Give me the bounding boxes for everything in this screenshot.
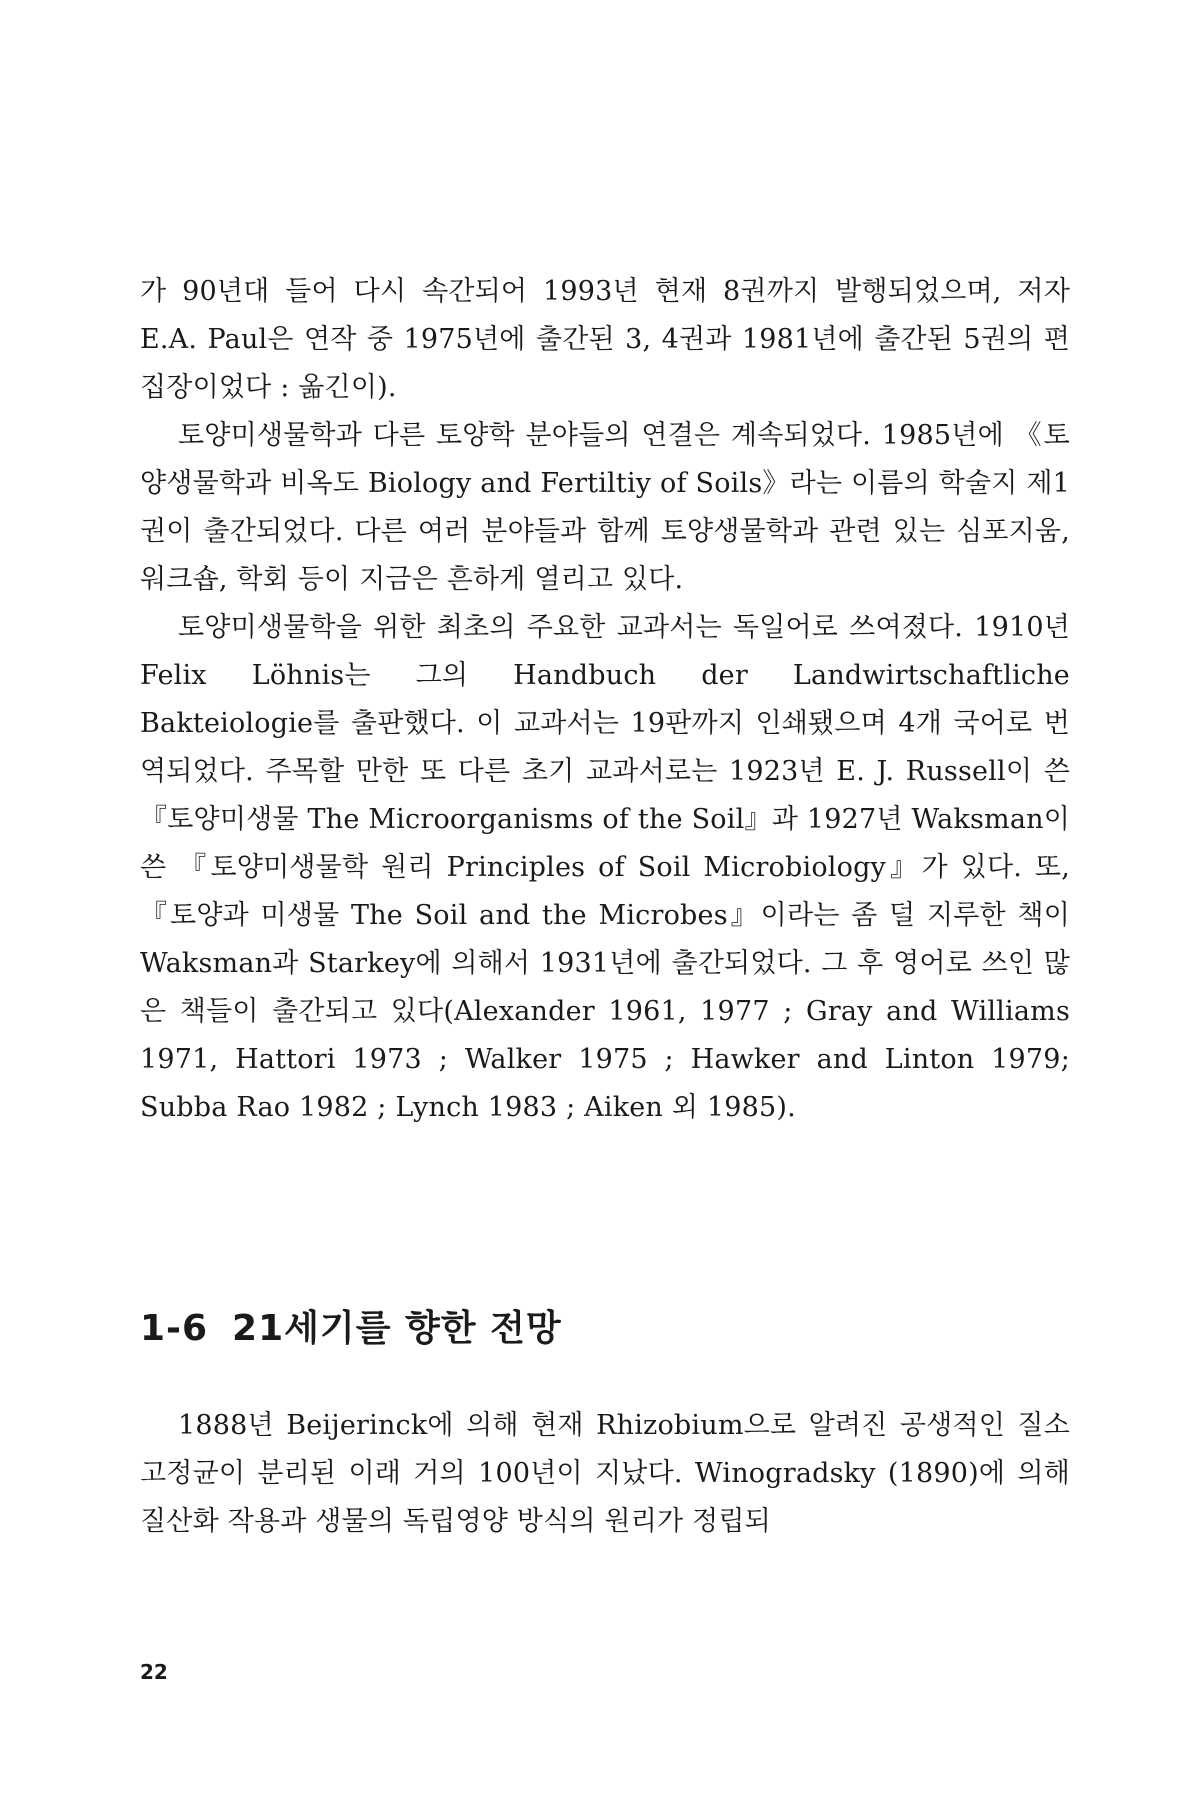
- body-text-bottom: [140, 1402, 1070, 1546]
- paragraph-textbooks: 토양미생물학을 위한 최초의 주요한 교과서는 독일어로 쓰여졌다. 1910년 Felix Löhnis는 그의 Handbuch der Landwirtschaftliche Bakteiologie를 출판했다. 이 교과서는 19판까지 인쇄됐으며 4개 국어로 번역되었다. 주목할 만한 또 다른 초기 교과서로는 1923년 E. J. Russell이 쓴 『토양미생물 The Microorganisms of the Soil』과 1927년 Waksman이 쓴 『토양미생물학 원리 Principles of Soil Microbiology』가 있다. 또, 『토양과 미생물 The Soil and the Microbes』이라는 좀 덜 지루한 책이 Waksman과 Starkey에 의해서 1931년에 출간되었다. 그 후 영어로 쓰인 많은 책들이 출간되고 있다(Alexander 1961, 1977 ; Gray and Williams 1971, Hattori 1973 ; Walker 1975 ; Hawker and Linton 1979; Subba Rao 1982 ; Lynch 1983 ; Aiken 외 1985).: [140, 612, 1070, 1123]
- page-number: 22: [140, 1660, 168, 1684]
- paragraph-outlook: 1888년 Beijerinck에 의해 현재 Rhizobium으로 알려진 공생적인 질소고정균이 분리된 이래 거의 100년이 지났다. Winogradsky (1890)에 의해 질산화 작용과 생물의 독립영양 방식의 원리가 정립되: [140, 1410, 1070, 1537]
- section-number: 1-6: [140, 1308, 209, 1349]
- paragraph-continuation: 가 90년대 들어 다시 속간되어 1993년 현재 8권까지 발행되었으며, 저자 E.A. Paul은 연작 중 1975년에 출간된 3, 4권과 1981년에 출간된 5권의 편집장이었다 : 옮긴이).: [140, 276, 1070, 403]
- section-heading: [140, 1300, 562, 1351]
- section-title: 21세기를 향한 전망: [232, 1308, 562, 1349]
- body-text-top: [140, 268, 1070, 1132]
- paragraph-soil-biology-journal: 토양미생물학과 다른 토양학 분야들의 연결은 계속되었다. 1985년에 《토양생물학과 비옥도 Biology and Fertiltiy of Soils》라는 이름의 학술지 제1권이 출간되었다. 다른 여러 분야들과 함께 토양생물학과 관련 있는 심포지움, 워크숍, 학회 등이 지금은 흔하게 열리고 있다.: [140, 420, 1070, 595]
